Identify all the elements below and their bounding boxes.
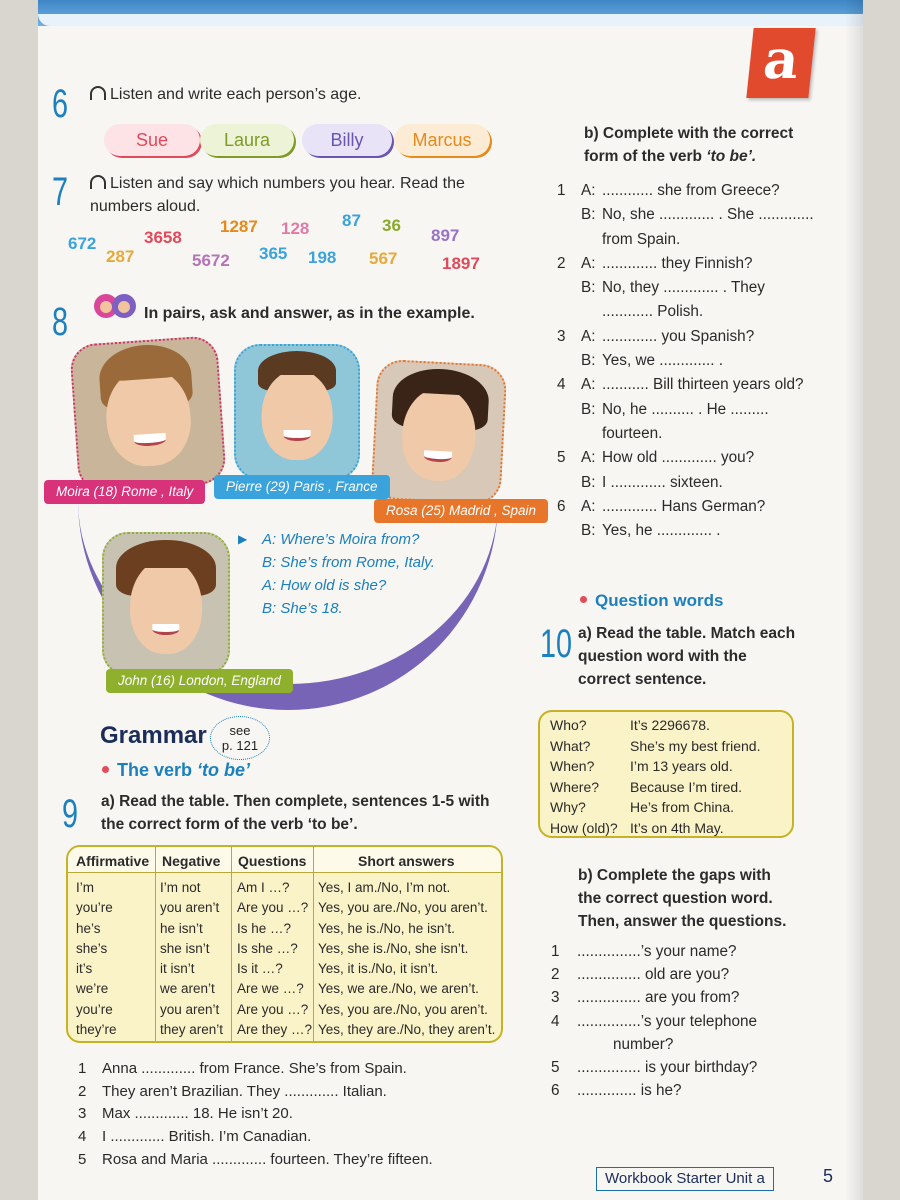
row-speaker: A:	[581, 449, 596, 467]
exercise-10b-line3: Then, answer the questions.	[578, 913, 787, 930]
affirmative-cell: she’s	[76, 940, 108, 956]
dialog-speaker: B:	[262, 600, 277, 617]
exercise-8-number: 8	[52, 300, 69, 344]
question-word: Why?	[550, 799, 586, 815]
row-number: 6	[557, 497, 566, 515]
question-cell: Is she …?	[237, 940, 298, 956]
exercise-9b-rows	[557, 179, 847, 543]
affirmative-cells	[76, 878, 117, 1040]
question-answer: I’m 13 years old.	[630, 758, 733, 774]
exercise-10b-line1: b) Complete the gaps with	[578, 867, 771, 884]
question-word: Who?	[550, 717, 587, 733]
dialog-line	[262, 597, 435, 620]
exercise-10b-rows	[551, 940, 841, 1102]
top-decor-band-light	[38, 14, 863, 26]
negative-cell: they aren’t	[160, 1022, 224, 1038]
bullet-icon	[580, 596, 587, 603]
dialog-lines	[262, 528, 435, 620]
question-words-table	[538, 710, 794, 838]
sentence-text: Rosa and Maria ............. fourteen. They’re fifteen.	[102, 1150, 433, 1168]
header-negative: Negative	[162, 853, 221, 869]
name-pill: Laura	[200, 124, 294, 156]
short-answer-cells	[318, 878, 495, 1040]
question-answer: It’s 2296678.	[630, 717, 710, 733]
sentence-row	[78, 1149, 433, 1172]
row-text: No, he .......... . He .........	[602, 400, 769, 418]
question-cell: Is it …?	[237, 961, 283, 977]
affirmative-cell: you’re	[76, 1001, 113, 1017]
exercise-6-text: Listen and write each person’s age.	[110, 86, 362, 103]
row-text: ...............’s your name?	[577, 943, 737, 960]
question-words-label: Question words	[595, 591, 724, 610]
dialog-text: Where’s Moira from?	[280, 531, 420, 548]
row-number: 4	[557, 376, 566, 394]
sentence-number: 1	[78, 1060, 87, 1077]
row-speaker: A:	[581, 376, 596, 394]
dialog-line	[262, 528, 435, 551]
header-questions: Questions	[238, 853, 307, 869]
header-affirmative: Affirmative	[76, 853, 150, 869]
sentence-row	[78, 1058, 433, 1081]
row-speaker: B:	[581, 352, 596, 370]
row-number: 3	[557, 327, 566, 345]
row-text: fourteen.	[602, 424, 663, 442]
photo-face	[130, 559, 202, 654]
header-short-answers: Short answers	[358, 853, 455, 869]
sentence-text: I ............. British. I’m Canadian.	[102, 1128, 312, 1146]
grammar-see-reference	[210, 716, 270, 760]
row-speaker: B:	[581, 473, 596, 491]
row-number: 2	[557, 254, 566, 272]
exercise-row	[557, 325, 847, 349]
exercise-10-number: 10	[540, 622, 573, 666]
short-answer-cell: Yes, we are./No, we aren’t.	[318, 981, 479, 997]
short-answer-cell: Yes, you are./No, you aren’t.	[318, 900, 488, 916]
row-text: ............... are you from?	[577, 989, 740, 1007]
exercise-7-line2: numbers aloud.	[90, 198, 201, 215]
exercise-row	[551, 963, 841, 986]
number-item: 5672	[192, 251, 230, 270]
affirmative-cell: they’re	[76, 1022, 117, 1038]
question-cell: Are you …?	[237, 900, 309, 916]
row-speaker: A:	[581, 497, 596, 515]
photo-fringe	[265, 354, 328, 375]
sentence-text: Anna ............. from France. She’s from Spain.	[102, 1060, 407, 1077]
exercise-row	[557, 422, 847, 446]
exercise-row	[557, 203, 847, 227]
exercise-9-line1: a) Read the table. Then complete, sentences 1-5 with	[101, 793, 490, 810]
exercise-6-instruction	[90, 83, 361, 106]
row-text: I ............. sixteen.	[602, 473, 723, 491]
row-text: How old ............. you?	[602, 449, 755, 467]
exercise-row	[557, 495, 847, 519]
question-cell: Are you …?	[237, 1001, 309, 1017]
number-item: 128	[281, 219, 310, 238]
number-item: 1287	[220, 217, 258, 236]
row-text: ............... is your birthday?	[577, 1058, 758, 1076]
question-cell: Am I …?	[237, 880, 290, 895]
dialog-speaker: B:	[262, 554, 277, 571]
name-pill: Billy	[302, 124, 392, 156]
question-word: How (old)?	[550, 819, 618, 836]
row-number: 5	[557, 449, 566, 467]
question-word: When?	[550, 758, 595, 774]
row-number: 6	[551, 1082, 560, 1100]
question-word: What?	[550, 737, 591, 754]
exercise-10-instruction	[578, 622, 795, 691]
exercise-row	[557, 398, 847, 422]
row-text: ............. they Finnish?	[602, 254, 753, 272]
number-item: 198	[308, 248, 337, 267]
number-item: 365	[259, 244, 288, 263]
exercise-10b-line2: the correct question word.	[578, 890, 773, 907]
dialog-line	[262, 551, 435, 574]
dialog-text: She’s from Rome, Italy.	[280, 554, 435, 571]
photo-face	[262, 370, 333, 460]
exercise-row	[551, 986, 841, 1009]
row-text: No, they ............. . They	[602, 279, 765, 297]
exercise-9-number: 9	[62, 792, 79, 836]
negative-cells	[160, 878, 223, 1040]
row-number: 1	[557, 182, 566, 199]
unit-badge-letter: a	[760, 27, 803, 91]
question-answer: Because I’m tired.	[630, 778, 743, 795]
caption-pierre: Pierre (29) Paris , France	[214, 475, 390, 499]
short-answer-cell: Yes, I am./No, I’m not.	[318, 880, 451, 895]
question-word: Where?	[550, 778, 600, 795]
row-text: ............. Hans German?	[602, 497, 766, 515]
subhead-verb: ‘to be’	[197, 760, 251, 780]
page-gutter-shadow	[845, 0, 863, 1200]
number-item: 1897	[442, 254, 480, 273]
number-item: 287	[106, 247, 135, 266]
row-text: from Spain.	[602, 230, 681, 248]
sentence-number: 3	[78, 1105, 87, 1123]
number-item: 672	[68, 234, 97, 253]
exercise-9-instruction	[101, 790, 489, 836]
row-text: number?	[613, 1035, 674, 1053]
row-text: ........... Bill thirteen years old?	[602, 376, 804, 394]
photo-rosa	[370, 359, 507, 506]
negative-cell: you aren’t	[160, 900, 220, 916]
sentence-text: Max ............. 18. He isn’t 20.	[102, 1105, 293, 1123]
exercise-9b-line2: form of the verb	[584, 148, 707, 165]
question-words-heading	[580, 591, 723, 611]
question-cell: Are they …?	[237, 1022, 313, 1038]
question-answer: She’s my best friend.	[630, 737, 761, 754]
row-number: 4	[551, 1012, 560, 1030]
row-speaker: B:	[581, 400, 596, 418]
row-number: 2	[551, 966, 560, 984]
exercise-7-instruction	[90, 172, 465, 218]
bullet-icon	[102, 766, 109, 773]
subhead-prefix: The verb	[117, 760, 198, 780]
verb-to-be-table	[66, 845, 503, 1043]
row-text: ...............’s your telephone	[577, 1012, 757, 1030]
row-number: 1	[551, 943, 560, 960]
name-pill: Marcus	[394, 124, 490, 156]
row-text: ............ she from Greece?	[602, 182, 780, 199]
exercise-9b-verb: ‘to be’.	[706, 148, 757, 165]
exercise-10-line3: correct sentence.	[578, 671, 707, 688]
exercise-row	[551, 1010, 841, 1033]
question-cell: Are we …?	[237, 981, 304, 997]
workbook-page	[38, 0, 863, 1200]
number-item: 567	[369, 249, 398, 268]
pair-work-icon	[92, 290, 138, 324]
affirmative-cell: I’m	[76, 880, 94, 895]
row-number: 5	[551, 1058, 560, 1076]
row-speaker: A:	[581, 254, 596, 272]
exercise-row	[557, 252, 847, 276]
exercise-row	[557, 373, 847, 397]
row-text: ............ Polish.	[602, 303, 704, 321]
exercise-9-line2: the correct form of the verb ‘to be’.	[101, 816, 358, 833]
photo-pierre	[234, 344, 360, 480]
row-text: Yes, he ............. .	[602, 522, 721, 540]
row-speaker: B:	[581, 206, 596, 224]
sentence-number: 5	[78, 1150, 87, 1168]
sentence-row	[78, 1103, 433, 1126]
sentence-number: 2	[78, 1082, 87, 1100]
photo-moira	[69, 335, 227, 493]
exercise-row	[557, 349, 847, 373]
sentence-row	[78, 1081, 433, 1104]
exercise-row	[551, 940, 841, 963]
see-page: p. 121	[221, 738, 259, 753]
answer-cells	[630, 715, 760, 838]
row-speaker: B:	[581, 279, 596, 297]
photo-john	[102, 532, 230, 676]
negative-cell: he isn’t	[160, 920, 203, 936]
negative-cell: we aren’t	[160, 981, 215, 997]
number-item: 87	[342, 211, 361, 230]
affirmative-cell: you’re	[76, 900, 113, 916]
name-pill: Sue	[104, 124, 200, 156]
sentence-number: 4	[78, 1128, 87, 1146]
row-text: ............... old are you?	[577, 966, 730, 984]
question-word-cells	[550, 715, 618, 838]
unit-badge	[746, 28, 815, 98]
negative-cell: she isn’t	[160, 940, 210, 956]
row-text: No, she ............. . She .............	[602, 206, 814, 224]
exercise-row	[551, 1056, 841, 1079]
row-number: 3	[551, 989, 560, 1007]
play-arrow-icon: ▶	[238, 532, 248, 546]
question-cells	[237, 878, 312, 1040]
exercise-8-instruction: In pairs, ask and answer, as in the example.	[144, 305, 475, 322]
photo-smile	[284, 430, 311, 441]
short-answer-cell: Yes, she is./No, she isn’t.	[318, 940, 469, 956]
negative-cell: I’m not	[160, 880, 201, 895]
negative-cell: it isn’t	[160, 961, 195, 977]
headphones-icon	[90, 86, 106, 100]
exercise-row	[557, 471, 847, 495]
exercise-row	[557, 519, 847, 543]
question-answer: He’s from China.	[630, 799, 735, 815]
exercise-row	[557, 276, 847, 300]
photo-fringe	[129, 542, 203, 567]
row-speaker: A:	[581, 327, 596, 345]
dialog-text: She’s 18.	[280, 600, 343, 617]
caption-moira: Moira (18) Rome , Italy	[44, 480, 205, 504]
exercise-row	[551, 1079, 841, 1102]
row-text: ............. you Spanish?	[602, 327, 755, 345]
exercise-row	[557, 228, 847, 252]
headphones-icon	[90, 175, 106, 189]
short-answer-cell: Yes, you are./No, you aren’t.	[318, 1001, 488, 1017]
exercise-9-sentences	[78, 1058, 433, 1172]
dialog-speaker: A:	[262, 577, 277, 594]
exercise-7-line1: Listen and say which numbers you hear. Read the	[110, 175, 465, 192]
sentence-text: They aren’t Brazilian. They ............. Italian.	[102, 1082, 387, 1100]
short-answer-cell: Yes, he is./No, he isn’t.	[318, 920, 455, 936]
page-number: 5	[823, 1166, 834, 1186]
row-text: .............. is he?	[577, 1082, 682, 1100]
affirmative-cell: he’s	[76, 920, 101, 936]
exercise-9b-instruction	[584, 122, 793, 168]
exercise-9b-line1: b) Complete with the correct	[584, 125, 794, 142]
exercise-row	[557, 300, 847, 324]
row-text: Yes, we ............. .	[602, 352, 724, 370]
number-item: 3658	[144, 228, 182, 247]
exercise-10b-instruction	[578, 864, 786, 933]
number-item: 897	[431, 226, 460, 245]
grammar-title: Grammar	[100, 722, 207, 749]
exercise-10-line2: question word with the	[578, 648, 747, 665]
workbook-reference: Workbook Starter Unit a	[596, 1167, 774, 1191]
number-item: 36	[382, 216, 401, 235]
sentence-row	[78, 1126, 433, 1149]
exercise-row	[557, 446, 847, 470]
short-answer-cell: Yes, it is./No, it isn’t.	[318, 961, 439, 977]
negative-cell: you aren’t	[160, 1001, 220, 1017]
affirmative-cell: it’s	[76, 961, 93, 977]
affirmative-cell: we’re	[76, 981, 109, 997]
caption-john: John (16) London, England	[106, 669, 293, 693]
question-cell: Is he …?	[237, 920, 292, 936]
caption-rosa: Rosa (25) Madrid , Spain	[374, 499, 548, 523]
short-answer-cell: Yes, they are./No, they aren’t.	[318, 1022, 496, 1038]
dialog-text: How old is she?	[280, 577, 387, 594]
exercise-row	[557, 179, 847, 203]
exercise-10-line1: a) Read the table. Match each	[578, 625, 796, 642]
row-speaker: A:	[581, 182, 596, 199]
see-label: see	[229, 723, 251, 738]
row-speaker: B:	[581, 522, 596, 540]
exercise-row	[551, 1033, 841, 1056]
exercise-6-number: 6	[52, 82, 69, 126]
exercise-7-number: 7	[52, 170, 69, 214]
dialog-line	[262, 574, 435, 597]
dialog-speaker: A:	[262, 531, 277, 548]
grammar-subhead	[102, 760, 250, 781]
question-answer: It’s on 4th May.	[630, 819, 724, 836]
